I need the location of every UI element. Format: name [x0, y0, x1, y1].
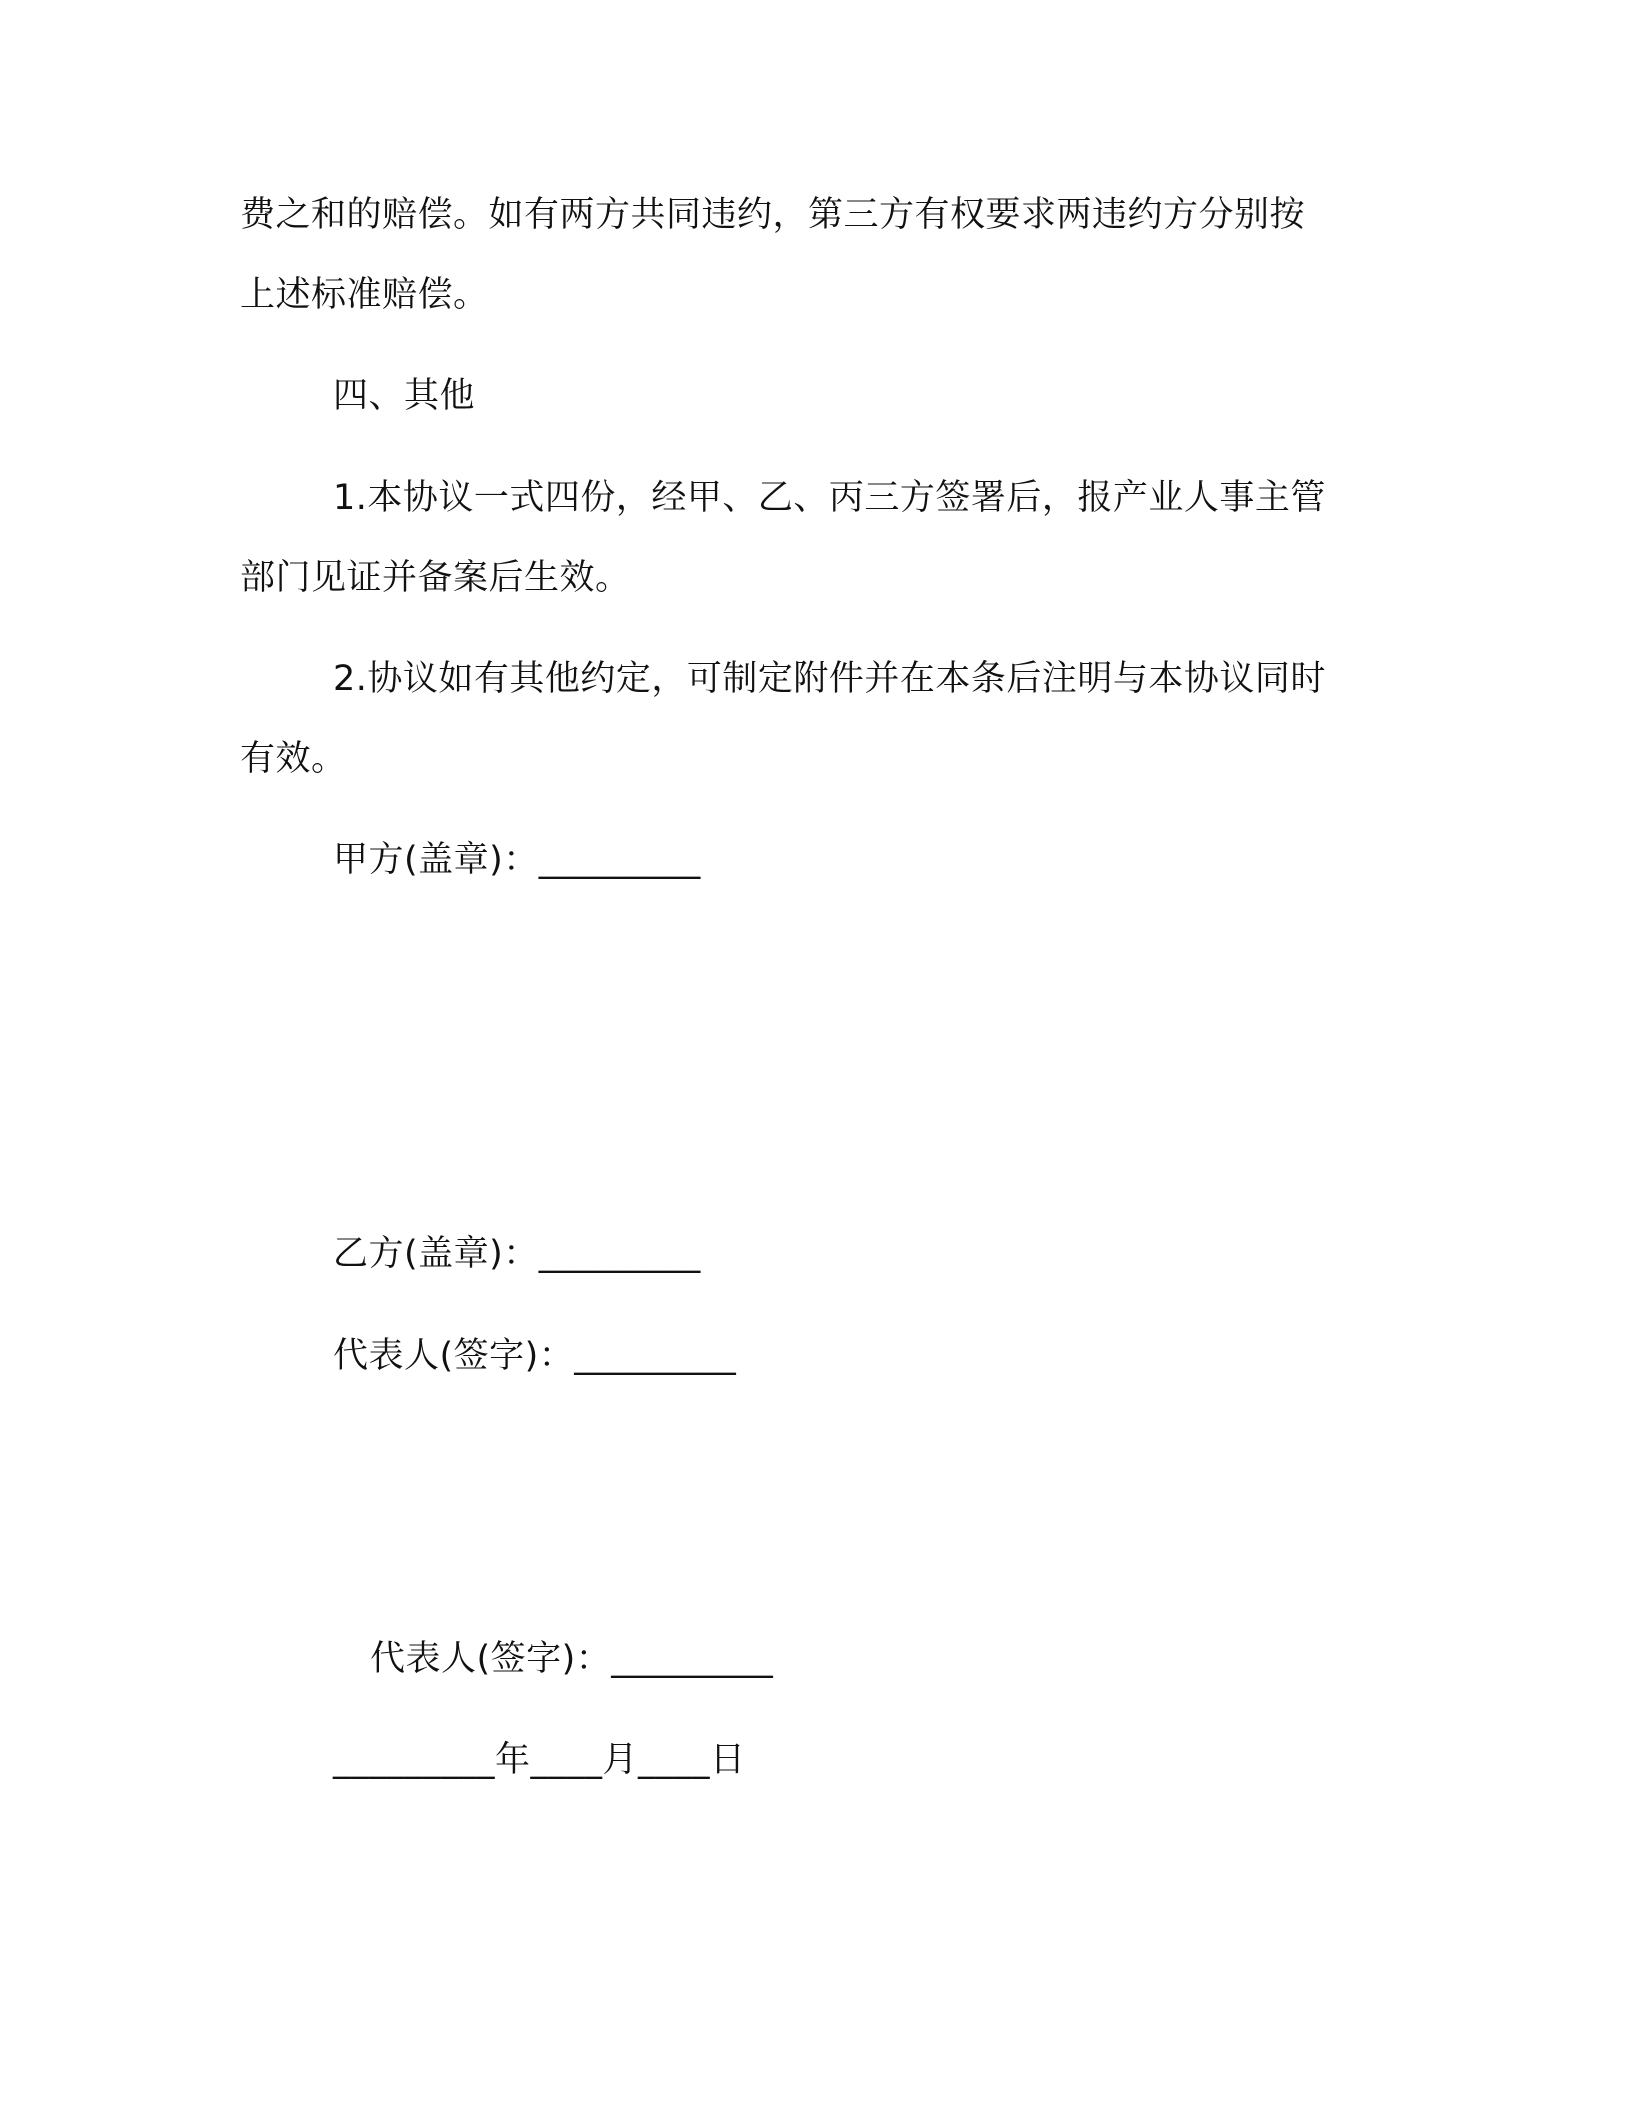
representative-2-line: 代表人(签字)：_________ [370, 1639, 774, 1679]
clause-1-line-1: 1.本协议一式四份，经甲、乙、丙三方签署后，报产业人事主管 [333, 478, 1326, 518]
party-b-seal-line: 乙方(盖章)：_________ [333, 1234, 701, 1274]
party-b-representative-line: 代表人(签字)：_________ [333, 1336, 737, 1376]
clause-2-line-2: 有效。 [240, 739, 347, 779]
party-a-seal-line: 甲方(盖章)：_________ [333, 840, 701, 880]
penalty-paragraph-line-1: 费之和的赔偿。如有两方共同违约，第三方有权要求两违约方分别按 [240, 195, 1306, 235]
date-line: _________年____月____日 [333, 1740, 746, 1780]
clause-1-line-2: 部门见证并备案后生效。 [240, 558, 631, 598]
clause-2-line-1: 2.协议如有其他约定，可制定附件并在本条后注明与本协议同时 [333, 659, 1326, 699]
section-four-heading: 四、其他 [333, 376, 476, 416]
penalty-paragraph-line-2: 上述标准赔偿。 [240, 275, 489, 315]
